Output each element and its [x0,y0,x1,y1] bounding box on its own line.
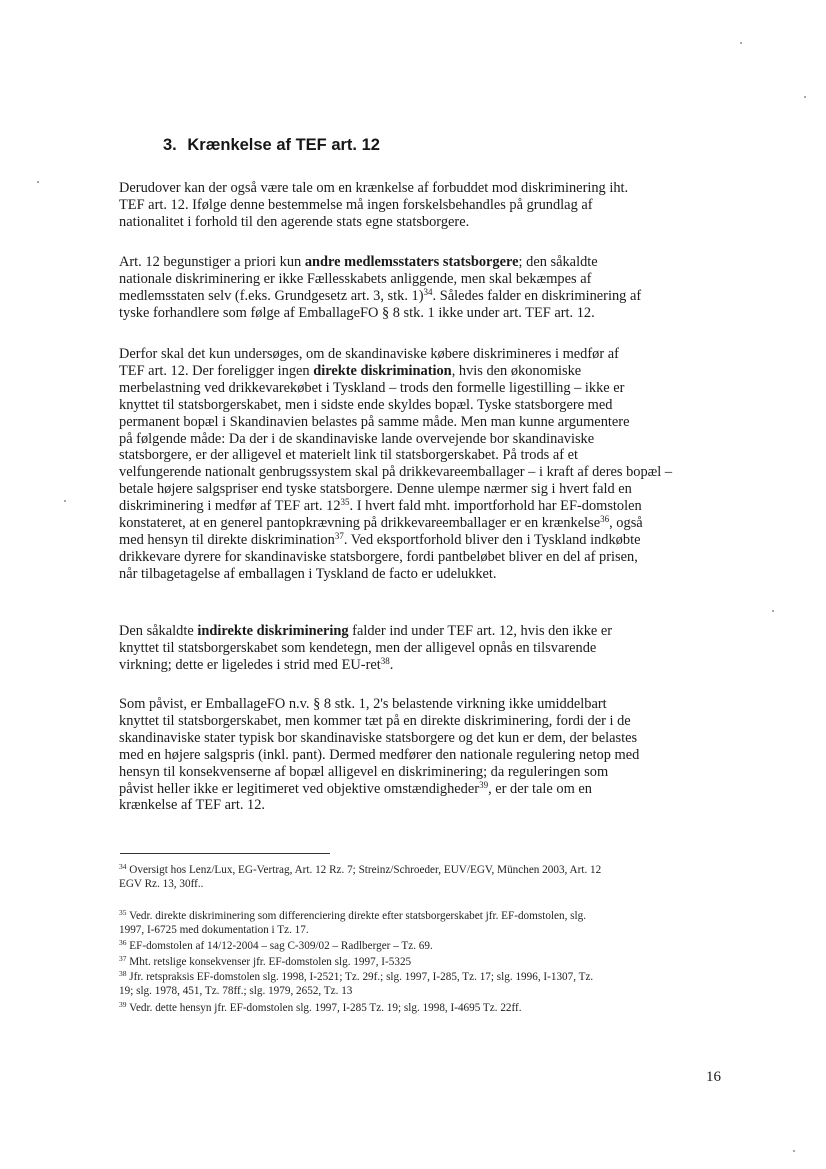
text-line: med hensyn til direkte diskrimination$^{37}$. Ved eksportforhold bliver den i Tyskland indkøbte [119,530,641,548]
text-line: tyske forhandlere som følge af EmballageFO § 8 stk. 1 ikke under art. TEF art. 12. [119,304,595,321]
text-line: drikkevare dyrere for skandinaviske statsborgere, fordi pantbeløbet bliver en del af prisen, [119,548,638,565]
text-line: Den såkaldte indirekte diskriminering falder ind under TEF art. 12, hvis den ikke er [119,623,613,639]
footnote-ref: 39 [479,779,489,790]
footnote-number: 36 [119,938,127,947]
text-line: statsborgere, er der alligevel et materielt link til statsborgerskabet. På trods af et [119,447,579,464]
text-line: TEF art. 12. Ifølge denne bestemmelse må ingen forskelsbehandles på grundlag af [119,196,593,213]
footnote-number: 34 [119,862,127,871]
footnote-ref: 37 [334,530,344,541]
footnote: $^{35}$ Vedr. direkte diskriminering som differenciering direkte efter statsborgerskabet jfr. EF-domstolen, slg. 1997, I-6725 med dokumentation i Tz. 17. [119,908,587,937]
scan-speck [793,1150,795,1152]
footnote-number: 37 [119,954,127,963]
text-line: knyttet til statsborgerskabet som kendetegn, men der alligevel opnås en tilsvarende [119,639,597,656]
page-number: 16 [706,1069,721,1085]
text-line: skandinaviske stater typisk bor skandinaviske statsborgere og det kun er dem, der belastes [119,729,638,746]
footnote: $^{39}$ Vedr. dette hensyn jfr. EF-domstolen slg. 1997, I-285 Tz. 19; slg. 1998, I-4695 Tz. 22ff. [119,1000,522,1014]
paragraph-3 [119,346,727,583]
text-line: med en højere salgspris (inkl. pant). Dermed medfører den nationale regulering netop med [119,746,640,763]
footnote-ref: 34 [423,286,433,297]
text-line: knyttet til statsborgerskabet, men i sidste ende skyldes bopæl. Tyske statsborgere med [119,396,613,413]
text-line: på følgende måde: Da der i de skandinaviske lande overvejende bor skandinaviske [119,430,595,447]
emphasis-text: andre medlemsstaters statsborgere [304,254,519,270]
footnote-ref: 35 [340,497,350,508]
footnote: $^{34}$ Oversigt hos Lenz/Lux, EG-Vertrag, Art. 12 Rz. 7; Streinz/Schroeder, EUV/EGV, München 2003, Art. 12 EGV Rz. 13, 30ff.. [119,862,602,891]
text-line: medlemsstaten selv (f.eks. Grundgesetz art. 3, stk. 1)$^{34}$. Således falder en diskriminering af [119,286,642,304]
text-line: når tilbagetagelse af emballagen i Tyskland de facto er udelukket. [119,565,497,582]
text-line: Derudover kan der også være tale om en krænkelse af forbuddet mod diskriminering iht. [119,180,629,196]
text-line: virkning; dette er ligeledes i strid med EU-ret$^{38}$. [119,655,394,673]
text-line: nationale diskriminering er ikke Fællesskabets anliggende, men skal bekæmpes af [119,270,592,287]
text-line: knyttet til statsborgerskabet, men kommer tæt på en direkte diskriminering, fordi der i de [119,712,631,729]
text-line: permanent bopæl i Skandinavien belastes på samme måde. Men man kunne argumentere [119,413,630,430]
text-line: krænkelse af TEF art. 12. [119,797,266,814]
scan-speck [804,96,806,98]
scan-speck [740,42,742,44]
text-line: Derfor skal det kun undersøges, om de skandinaviske købere diskrimineres i medfør af [119,346,619,362]
text-line: nationalitet i forhold til den agerende stats egne statsborgere. [119,213,470,230]
text-line: merbelastning ved drikkevarekøbet i Tyskland – trods den formelle ligestilling – ikke er [119,379,625,396]
text-line: TEF art. 12. Der foreligger ingen direkte diskrimination, hvis den økonomiske [119,362,582,379]
scan-speck [64,500,66,502]
text-line: konstateret, at en generel pantopkrævning på drikkevareemballager er en krænkelse$^{36}$, også [119,514,643,532]
section-number: 3. [163,136,177,154]
footnote-number: 38 [119,969,127,978]
paragraph-4 [119,623,727,674]
footnote-separator [120,853,330,854]
text-line: hensyn til konsekvenserne af bopæl alligevel en diskriminering; da reguleringen som [119,763,609,780]
emphasis-text: direkte diskrimination [313,362,452,379]
text-line: betale højere salgspriser end tyske statsborgere. Denne ulempe nærmer sig i hvert fald en [119,481,632,498]
scan-speck [772,610,774,612]
footnote-number: 39 [119,1000,127,1009]
footnote: $^{37}$ Mht. retslige konsekvenser jfr. EF-domstolen slg. 1997, I-5325 [119,954,412,968]
emphasis-text: indirekte diskriminering [197,623,349,639]
footnote-ref: 38 [380,655,390,666]
scan-speck [37,181,39,183]
text-line: Som påvist, er EmballageFO n.v. § 8 stk. 1, 2's belastende virkning ikke umiddelbart [119,696,607,712]
text-line: velfungerende nationalt genbrugssystem skal på drikkevareemballager – i kraft af deres bopæl – [119,464,673,481]
text-line: påvist heller ikke er legitimeret ved objektive omstændigheder$^{39}$, er der tale om en [119,779,592,797]
text-line: Art. 12 begunstiger a priori kun andre medlemsstaters statsborgere; den såkaldte [119,254,598,270]
section-heading [163,136,380,155]
footnote-number: 35 [119,908,127,917]
paragraph-2 [119,254,727,322]
footnote: $^{36}$ EF-domstolen af 14/12-2004 – sag C-309/02 – Radlberger – Tz. 69. [119,938,433,952]
section-title: Krænkelse af TEF art. 12 [187,136,380,154]
text-line: diskriminering i medfør af TEF art. $12^{35}$. I hvert fald mht. importforhold har EF-domstolen [119,497,642,515]
paragraph-1 [119,180,727,231]
footnote-ref: 36 [600,514,610,525]
paragraph-5 [119,696,727,814]
footnote: $^{38}$ Jfr. retspraksis EF-domstolen slg. 1998, I-2521; Tz. 29f.; slg. 1997, I-285, Tz. 17; slg. 1996, I-1307, Tz. 19; slg. 1978, 451, Tz. 78ff.; slg. 1979, 2652, Tz. 13 [119,969,594,998]
